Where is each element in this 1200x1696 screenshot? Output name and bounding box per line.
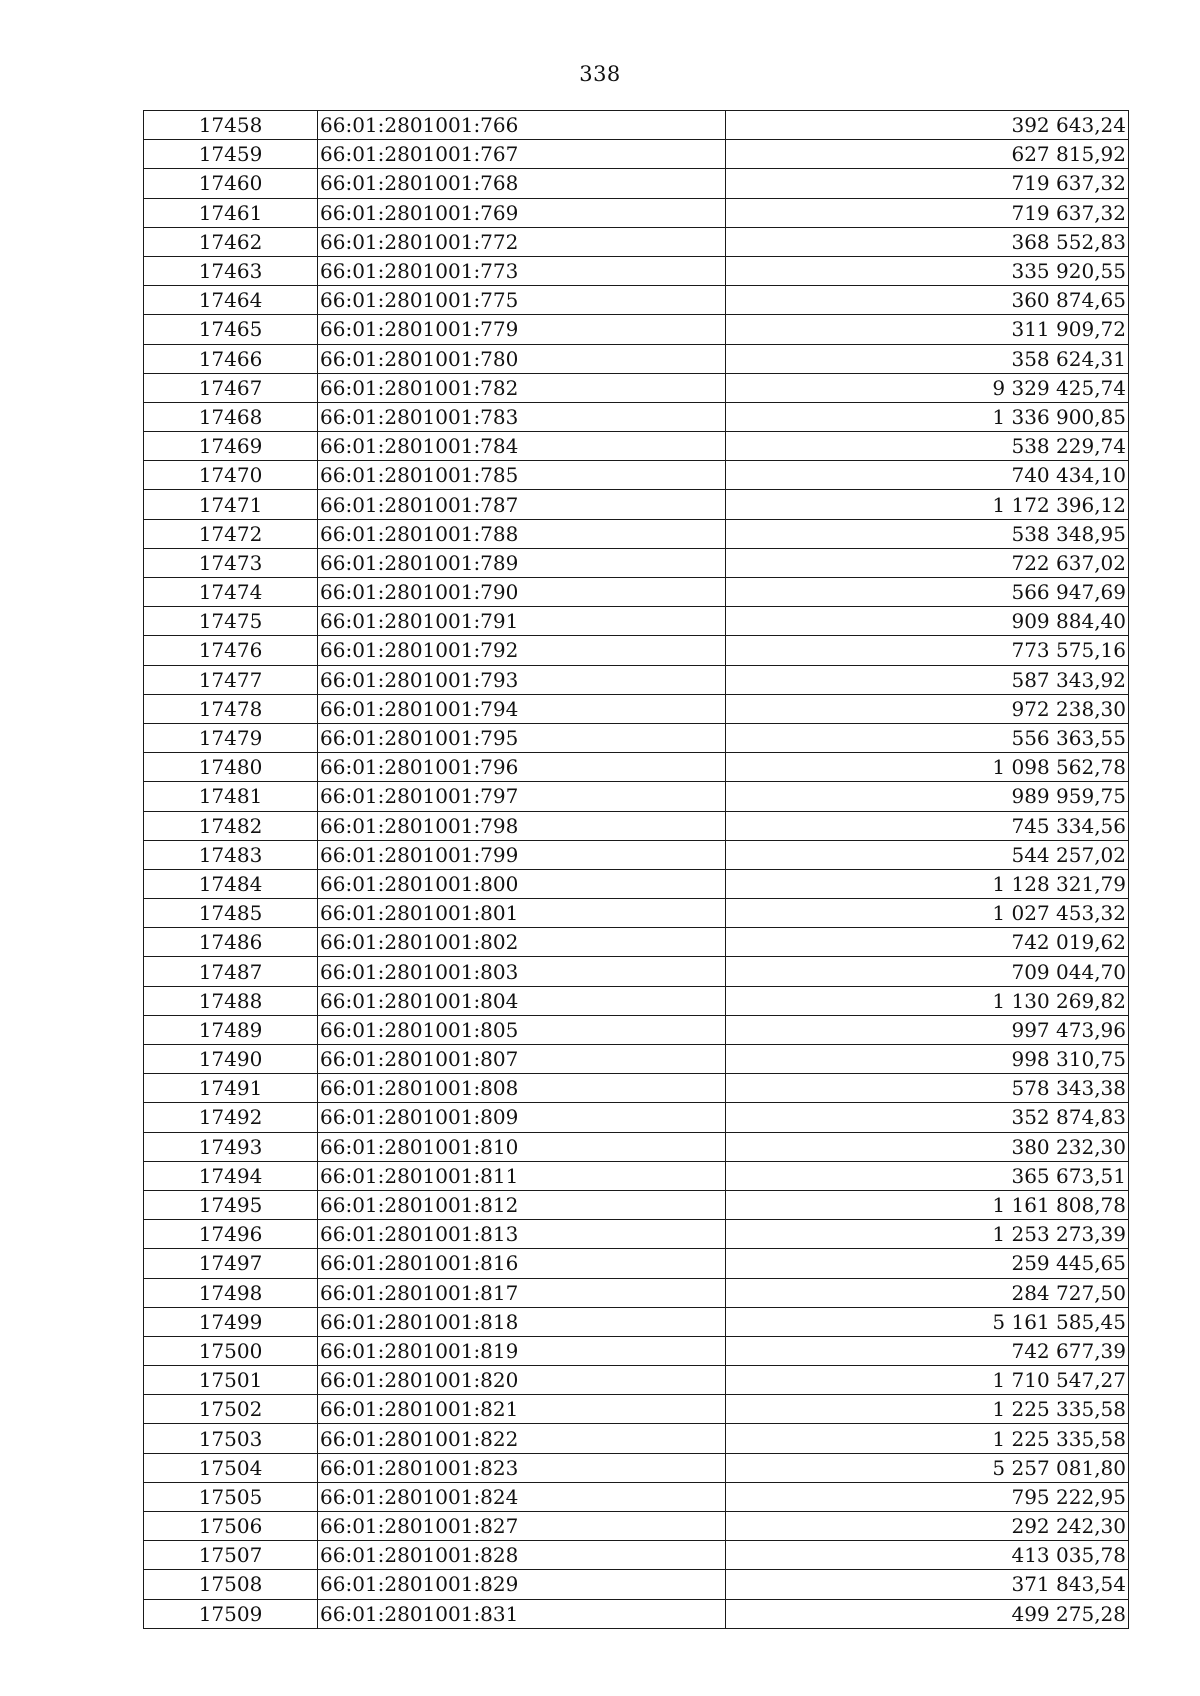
cadastral-number-cell: 66:01:2801001:817 [318, 1278, 726, 1307]
row-number-cell: 17482 [144, 811, 318, 840]
row-number-cell: 17488 [144, 986, 318, 1015]
row-number-cell: 17502 [144, 1395, 318, 1424]
cadastral-number-cell: 66:01:2801001:766 [318, 111, 726, 140]
row-number-cell: 17458 [144, 111, 318, 140]
cadastral-number-cell: 66:01:2801001:780 [318, 344, 726, 373]
table-row [144, 432, 1129, 461]
row-number-cell: 17490 [144, 1045, 318, 1074]
row-number-cell: 17498 [144, 1278, 318, 1307]
cadastral-value-cell: 392 643,24 [726, 111, 1129, 140]
table-row [144, 256, 1129, 285]
cadastral-number-cell: 66:01:2801001:809 [318, 1103, 726, 1132]
cadastral-value-cell: 358 624,31 [726, 344, 1129, 373]
cadastral-value-cell: 587 343,92 [726, 665, 1129, 694]
cadastral-number-cell: 66:01:2801001:796 [318, 753, 726, 782]
cadastral-value-cell: 371 843,54 [726, 1570, 1129, 1599]
cadastral-number-cell: 66:01:2801001:824 [318, 1482, 726, 1511]
table-row [144, 1132, 1129, 1161]
cadastral-value-cell: 5 161 585,45 [726, 1307, 1129, 1336]
cadastral-number-cell: 66:01:2801001:790 [318, 578, 726, 607]
cadastral-value-cell: 1 336 900,85 [726, 402, 1129, 431]
row-number-cell: 17506 [144, 1512, 318, 1541]
table-row [144, 286, 1129, 315]
cadastral-number-cell: 66:01:2801001:818 [318, 1307, 726, 1336]
cadastral-number-cell: 66:01:2801001:799 [318, 840, 726, 869]
cadastral-number-cell: 66:01:2801001:831 [318, 1599, 726, 1628]
cadastral-value-cell: 722 637,02 [726, 548, 1129, 577]
table-row [144, 1482, 1129, 1511]
table-row [144, 373, 1129, 402]
table-row [144, 869, 1129, 898]
table-row [144, 811, 1129, 840]
cadastral-value-cell: 578 343,38 [726, 1074, 1129, 1103]
cadastral-number-cell: 66:01:2801001:772 [318, 227, 726, 256]
cadastral-value-cell: 566 947,69 [726, 578, 1129, 607]
cadastral-value-cell: 544 257,02 [726, 840, 1129, 869]
table-row [144, 140, 1129, 169]
cadastral-number-cell: 66:01:2801001:795 [318, 723, 726, 752]
cadastral-number-cell: 66:01:2801001:782 [318, 373, 726, 402]
table-row [144, 1366, 1129, 1395]
table-row [144, 1307, 1129, 1336]
table-row [144, 169, 1129, 198]
row-number-cell: 17480 [144, 753, 318, 782]
cadastral-value-cell: 360 874,65 [726, 286, 1129, 315]
cadastral-value-cell: 742 677,39 [726, 1336, 1129, 1365]
row-number-cell: 17476 [144, 636, 318, 665]
row-number-cell: 17500 [144, 1336, 318, 1365]
cadastral-number-cell: 66:01:2801001:793 [318, 665, 726, 694]
cadastral-number-cell: 66:01:2801001:812 [318, 1190, 726, 1219]
row-number-cell: 17507 [144, 1541, 318, 1570]
cadastral-value-cell: 989 959,75 [726, 782, 1129, 811]
table-row [144, 1512, 1129, 1541]
table-row [144, 1453, 1129, 1482]
row-number-cell: 17485 [144, 899, 318, 928]
table-row [144, 1103, 1129, 1132]
cadastral-value-cell: 972 238,30 [726, 694, 1129, 723]
cadastral-value-cell: 556 363,55 [726, 723, 1129, 752]
cadastral-value-cell: 773 575,16 [726, 636, 1129, 665]
cadastral-value-cell: 1 128 321,79 [726, 869, 1129, 898]
table-row [144, 548, 1129, 577]
row-number-cell: 17472 [144, 519, 318, 548]
cadastral-number-cell: 66:01:2801001:805 [318, 1015, 726, 1044]
cadastral-number-cell: 66:01:2801001:794 [318, 694, 726, 723]
cadastral-number-cell: 66:01:2801001:769 [318, 198, 726, 227]
table-row [144, 753, 1129, 782]
row-number-cell: 17497 [144, 1249, 318, 1278]
cadastral-value-cell: 795 222,95 [726, 1482, 1129, 1511]
row-number-cell: 17487 [144, 957, 318, 986]
table-row [144, 1220, 1129, 1249]
table-row [144, 344, 1129, 373]
row-number-cell: 17493 [144, 1132, 318, 1161]
cadastral-value-cell: 998 310,75 [726, 1045, 1129, 1074]
table-row [144, 1336, 1129, 1365]
table-row [144, 840, 1129, 869]
row-number-cell: 17470 [144, 461, 318, 490]
table-row [144, 490, 1129, 519]
cadastral-number-cell: 66:01:2801001:803 [318, 957, 726, 986]
cadastral-number-cell: 66:01:2801001:828 [318, 1541, 726, 1570]
cadastral-value-cell: 538 348,95 [726, 519, 1129, 548]
cadastral-value-cell: 1 710 547,27 [726, 1366, 1129, 1395]
table-row [144, 694, 1129, 723]
row-number-cell: 17505 [144, 1482, 318, 1511]
cadastral-number-cell: 66:01:2801001:808 [318, 1074, 726, 1103]
cadastral-value-table [143, 110, 1129, 1629]
table-row [144, 957, 1129, 986]
cadastral-number-cell: 66:01:2801001:798 [318, 811, 726, 840]
row-number-cell: 17486 [144, 928, 318, 957]
cadastral-number-cell: 66:01:2801001:773 [318, 256, 726, 285]
cadastral-number-cell: 66:01:2801001:813 [318, 1220, 726, 1249]
row-number-cell: 17471 [144, 490, 318, 519]
table-row [144, 1395, 1129, 1424]
cadastral-value-cell: 5 257 081,80 [726, 1453, 1129, 1482]
table-row [144, 723, 1129, 752]
table-body [144, 111, 1129, 1629]
row-number-cell: 17494 [144, 1161, 318, 1190]
cadastral-value-cell: 499 275,28 [726, 1599, 1129, 1628]
table-row [144, 986, 1129, 1015]
cadastral-value-cell: 1 253 273,39 [726, 1220, 1129, 1249]
cadastral-number-cell: 66:01:2801001:802 [318, 928, 726, 957]
table-row [144, 402, 1129, 431]
cadastral-number-cell: 66:01:2801001:779 [318, 315, 726, 344]
cadastral-value-cell: 1 027 453,32 [726, 899, 1129, 928]
table-row [144, 665, 1129, 694]
row-number-cell: 17496 [144, 1220, 318, 1249]
cadastral-number-cell: 66:01:2801001:785 [318, 461, 726, 490]
row-number-cell: 17465 [144, 315, 318, 344]
cadastral-value-cell: 1 225 335,58 [726, 1424, 1129, 1453]
row-number-cell: 17492 [144, 1103, 318, 1132]
row-number-cell: 17499 [144, 1307, 318, 1336]
cadastral-value-cell: 368 552,83 [726, 227, 1129, 256]
cadastral-value-cell: 9 329 425,74 [726, 373, 1129, 402]
row-number-cell: 17462 [144, 227, 318, 256]
cadastral-number-cell: 66:01:2801001:816 [318, 1249, 726, 1278]
row-number-cell: 17477 [144, 665, 318, 694]
cadastral-number-cell: 66:01:2801001:829 [318, 1570, 726, 1599]
cadastral-number-cell: 66:01:2801001:784 [318, 432, 726, 461]
row-number-cell: 17474 [144, 578, 318, 607]
table-row [144, 315, 1129, 344]
cadastral-value-cell: 365 673,51 [726, 1161, 1129, 1190]
cadastral-number-cell: 66:01:2801001:775 [318, 286, 726, 315]
cadastral-value-cell: 380 232,30 [726, 1132, 1129, 1161]
cadastral-value-cell: 909 884,40 [726, 607, 1129, 636]
cadastral-number-cell: 66:01:2801001:791 [318, 607, 726, 636]
table-row [144, 607, 1129, 636]
cadastral-value-cell: 719 637,32 [726, 198, 1129, 227]
cadastral-number-cell: 66:01:2801001:820 [318, 1366, 726, 1395]
table-row [144, 111, 1129, 140]
cadastral-number-cell: 66:01:2801001:792 [318, 636, 726, 665]
table-row [144, 461, 1129, 490]
cadastral-number-cell: 66:01:2801001:783 [318, 402, 726, 431]
table-row [144, 636, 1129, 665]
cadastral-value-cell: 538 229,74 [726, 432, 1129, 461]
cadastral-number-cell: 66:01:2801001:797 [318, 782, 726, 811]
cadastral-value-cell: 284 727,50 [726, 1278, 1129, 1307]
row-number-cell: 17461 [144, 198, 318, 227]
cadastral-value-cell: 745 334,56 [726, 811, 1129, 840]
cadastral-number-cell: 66:01:2801001:827 [318, 1512, 726, 1541]
cadastral-number-cell: 66:01:2801001:787 [318, 490, 726, 519]
cadastral-value-cell: 997 473,96 [726, 1015, 1129, 1044]
table-row [144, 899, 1129, 928]
cadastral-number-cell: 66:01:2801001:822 [318, 1424, 726, 1453]
cadastral-number-cell: 66:01:2801001:810 [318, 1132, 726, 1161]
table-row [144, 1015, 1129, 1044]
table-row [144, 227, 1129, 256]
row-number-cell: 17501 [144, 1366, 318, 1395]
cadastral-value-cell: 292 242,30 [726, 1512, 1129, 1541]
cadastral-value-cell: 740 434,10 [726, 461, 1129, 490]
table-row [144, 198, 1129, 227]
cadastral-value-cell: 259 445,65 [726, 1249, 1129, 1278]
row-number-cell: 17459 [144, 140, 318, 169]
table-row [144, 1161, 1129, 1190]
page-number: 338 [579, 62, 621, 86]
table-row [144, 1278, 1129, 1307]
cadastral-value-cell: 311 909,72 [726, 315, 1129, 344]
row-number-cell: 17463 [144, 256, 318, 285]
table-row [144, 782, 1129, 811]
table-row [144, 1190, 1129, 1219]
row-number-cell: 17467 [144, 373, 318, 402]
table-row [144, 928, 1129, 957]
row-number-cell: 17475 [144, 607, 318, 636]
row-number-cell: 17484 [144, 869, 318, 898]
row-number-cell: 17464 [144, 286, 318, 315]
row-number-cell: 17509 [144, 1599, 318, 1628]
row-number-cell: 17468 [144, 402, 318, 431]
cadastral-value-cell: 352 874,83 [726, 1103, 1129, 1132]
cadastral-number-cell: 66:01:2801001:801 [318, 899, 726, 928]
cadastral-value-cell: 742 019,62 [726, 928, 1129, 957]
cadastral-value-cell: 1 161 808,78 [726, 1190, 1129, 1219]
row-number-cell: 17479 [144, 723, 318, 752]
table-row [144, 1074, 1129, 1103]
table-row [144, 1599, 1129, 1628]
cadastral-value-cell: 627 815,92 [726, 140, 1129, 169]
cadastral-value-cell: 1 172 396,12 [726, 490, 1129, 519]
cadastral-value-cell: 719 637,32 [726, 169, 1129, 198]
cadastral-number-cell: 66:01:2801001:768 [318, 169, 726, 198]
cadastral-value-cell: 335 920,55 [726, 256, 1129, 285]
row-number-cell: 17495 [144, 1190, 318, 1219]
table-row [144, 578, 1129, 607]
row-number-cell: 17478 [144, 694, 318, 723]
cadastral-number-cell: 66:01:2801001:819 [318, 1336, 726, 1365]
row-number-cell: 17469 [144, 432, 318, 461]
cadastral-value-cell: 413 035,78 [726, 1541, 1129, 1570]
table-row [144, 1541, 1129, 1570]
table-row [144, 1424, 1129, 1453]
cadastral-value-cell: 1 225 335,58 [726, 1395, 1129, 1424]
table-row [144, 1570, 1129, 1599]
cadastral-number-cell: 66:01:2801001:804 [318, 986, 726, 1015]
cadastral-number-cell: 66:01:2801001:788 [318, 519, 726, 548]
cadastral-number-cell: 66:01:2801001:807 [318, 1045, 726, 1074]
cadastral-value-cell: 1 130 269,82 [726, 986, 1129, 1015]
cadastral-number-cell: 66:01:2801001:821 [318, 1395, 726, 1424]
cadastral-number-cell: 66:01:2801001:800 [318, 869, 726, 898]
row-number-cell: 17503 [144, 1424, 318, 1453]
row-number-cell: 17460 [144, 169, 318, 198]
row-number-cell: 17489 [144, 1015, 318, 1044]
row-number-cell: 17508 [144, 1570, 318, 1599]
row-number-cell: 17491 [144, 1074, 318, 1103]
row-number-cell: 17481 [144, 782, 318, 811]
cadastral-value-cell: 709 044,70 [726, 957, 1129, 986]
table-row [144, 1045, 1129, 1074]
cadastral-number-cell: 66:01:2801001:811 [318, 1161, 726, 1190]
row-number-cell: 17483 [144, 840, 318, 869]
cadastral-value-cell: 1 098 562,78 [726, 753, 1129, 782]
cadastral-number-cell: 66:01:2801001:789 [318, 548, 726, 577]
cadastral-number-cell: 66:01:2801001:767 [318, 140, 726, 169]
row-number-cell: 17504 [144, 1453, 318, 1482]
cadastral-number-cell: 66:01:2801001:823 [318, 1453, 726, 1482]
table-row [144, 1249, 1129, 1278]
row-number-cell: 17466 [144, 344, 318, 373]
table-row [144, 519, 1129, 548]
row-number-cell: 17473 [144, 548, 318, 577]
